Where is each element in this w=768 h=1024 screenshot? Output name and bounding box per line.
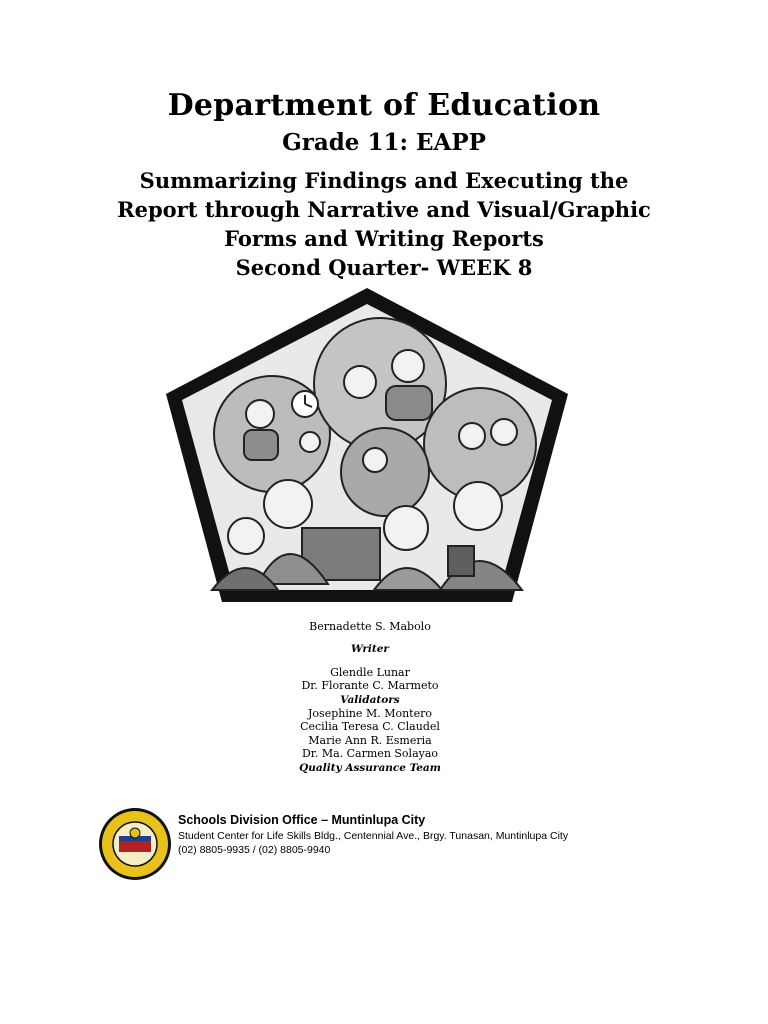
topic-line: Summarizing Findings and Executing the — [139, 168, 629, 193]
qa-member-name: Marie Ann R. Esmeria — [308, 733, 432, 747]
credits — [0, 620, 740, 775]
person-head — [228, 518, 264, 554]
person-head — [392, 350, 424, 382]
person-head — [454, 482, 502, 530]
person-head — [491, 419, 517, 445]
module-topic — [0, 166, 768, 253]
office-address: Student Center for Life Skills Bldg., Centennial Ave., Brgy. Tunasan, Muntinlupa City — [178, 830, 569, 842]
topic-line: Report through Narrative and Visual/Graphic — [117, 197, 651, 222]
qa-member-name: Cecilia Teresa C. Claudel — [300, 720, 440, 733]
qa-member-name: Dr. Ma. Carmen Solayao — [301, 747, 439, 760]
book — [448, 546, 474, 576]
person-head — [363, 448, 387, 472]
scene-circle-teacher — [341, 428, 429, 516]
students-collaborating-illustration — [160, 284, 574, 606]
person-head — [384, 506, 428, 550]
validators-role: Validators — [340, 693, 400, 706]
person-head — [300, 432, 320, 452]
office-name: Schools Division Office – Muntinlupa City — [178, 813, 426, 827]
validator-name: Dr. Florante C. Marmeto — [301, 679, 439, 692]
department-title: Department of Education — [167, 88, 601, 123]
quarter-week: Second Quarter- WEEK 8 — [235, 255, 533, 280]
person-head — [344, 366, 376, 398]
person-head — [459, 423, 485, 449]
office-phone: (02) 8805-9935 / (02) 8805-9940 — [178, 844, 331, 856]
qa-role: Quality Assurance Team — [299, 761, 441, 774]
title-block — [0, 86, 768, 282]
division-seal-icon — [97, 806, 173, 882]
writer-name: Bernadette S. Mabolo — [309, 620, 431, 633]
person-head — [264, 480, 312, 528]
grade-subject: Grade 11: EAPP — [282, 129, 486, 156]
qa-member-name: Josephine M. Montero — [308, 706, 432, 720]
validator-name: Glendle Lunar — [330, 665, 410, 679]
writer-role: Writer — [351, 642, 389, 655]
topic-line: Forms and Writing Reports — [224, 226, 544, 251]
person-head — [246, 400, 274, 428]
office-info — [178, 812, 568, 857]
